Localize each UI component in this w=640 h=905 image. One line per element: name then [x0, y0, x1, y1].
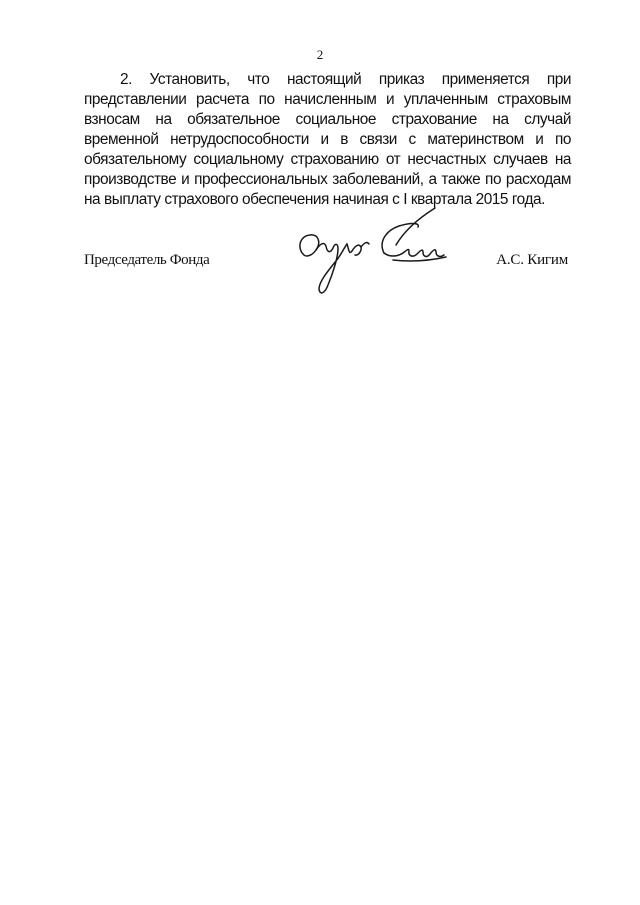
- signature-stroke-2: [316, 243, 347, 292]
- order-paragraph-2: 2. Установить, что настоящий приказ применяется при представлении расчета по начисленным и уплаченным страховым взносам на обязательное социальное страхование на случай временной нетрудоспособности и в связи с материнством и по обязательному социальному страхованию от несчастных случаев на производстве и профессиональных заболеваний, а также по расходам на выплату страхового обеспечения начиная с I квартала 2015 года.: [84, 71, 571, 208]
- signer-position: Председатель Фонда: [84, 252, 210, 268]
- signature-stroke-6: [384, 250, 444, 257]
- signature-stroke-7: [396, 208, 435, 245]
- order-text: [84, 70, 571, 210]
- handwritten-signature: [292, 205, 452, 300]
- signature-stroke-3: [347, 244, 361, 255]
- signature-stroke-1: [300, 235, 319, 256]
- page-number: 2: [316, 47, 324, 62]
- signer-name: А.С. Кигим: [496, 252, 568, 268]
- signature-stroke-8: [393, 257, 446, 261]
- signature-stroke-4: [361, 243, 369, 247]
